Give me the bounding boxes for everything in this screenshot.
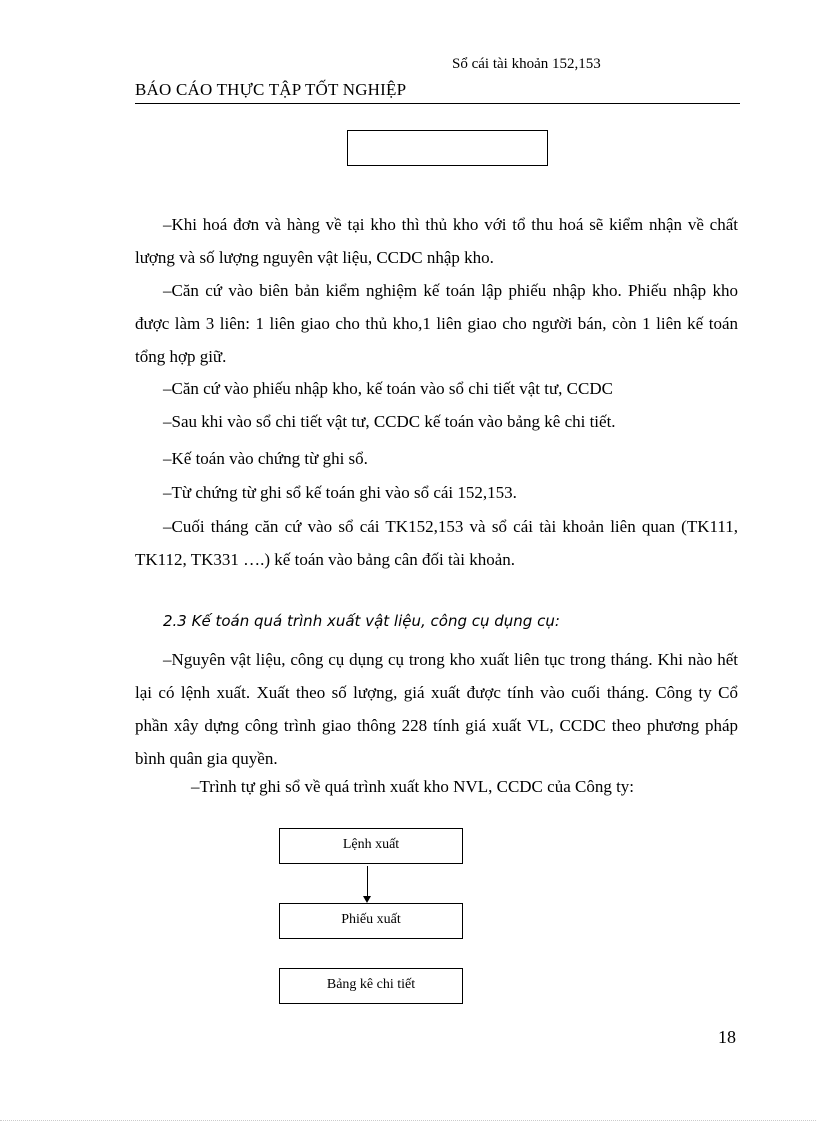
document-title: BÁO CÁO THỰC TẬP TỐT NGHIỆP: [135, 80, 407, 99]
paragraph-8: –Nguyên vật liệu, công cụ dụng cụ trong kho xuất liên tục trong tháng. Khi nào hết lại có lệnh xuất. Xuất theo số lượng, giá xuất được tính vào cuối tháng. Công ty Cổ phần xây dựng công trình giao thông 228 tính giá xuất VL, CCDC theo phương pháp bình quân gia quyền.: [135, 650, 738, 768]
paragraph-5: –Kế toán vào chứng từ ghi sổ.: [163, 449, 368, 468]
paragraph-3: –Căn cứ vào phiếu nhập kho, kế toán vào sổ chi tiết vật tư, CCDC: [163, 379, 613, 398]
paragraph-9: –Trình tự ghi sổ về quá trình xuất kho NVL, CCDC của Công ty:: [191, 777, 635, 796]
flow-box-lenh-xuat: Lệnh xuất: [279, 828, 463, 864]
header-rule: [135, 103, 740, 104]
flow-box-phieu-xuat: Phiếu xuất: [279, 903, 463, 939]
page-bottom-border: [0, 1120, 816, 1121]
section-heading: 2.3 Kế toán quá trình xuất vật liệu, công cụ dụng cụ:: [163, 612, 560, 630]
paragraph-2: –Căn cứ vào biên bản kiểm nghiệm kế toán lập phiếu nhập kho. Phiếu nhập kho được làm 3 liên: 1 liên giao cho thủ kho,1 liên giao cho người bán, còn 1 liên kế toán tổng hợp giữ.: [135, 281, 738, 366]
flow-arrow-head-icon: [363, 896, 371, 903]
empty-flow-box: [347, 130, 548, 166]
header-caption: Sổ cái tài khoản 152,153: [452, 56, 601, 72]
flow-box-bang-ke-chi-tiet: Bảng kê chi tiết: [279, 968, 463, 1004]
flow-arrow-line: [367, 866, 368, 898]
paragraph-6: –Từ chứng từ ghi sổ kế toán ghi vào sổ cái 152,153.: [163, 483, 517, 502]
paragraph-1: –Khi hoá đơn và hàng về tại kho thì thủ kho với tổ thu hoá sẽ kiểm nhận về chất lượng và số lượng nguyên vật liệu, CCDC nhập kho.: [135, 215, 738, 267]
paragraph-4: –Sau khi vào sổ chi tiết vật tư, CCDC kế toán vào bảng kê chi tiết.: [163, 412, 616, 431]
page-number: 18: [718, 1027, 736, 1047]
paragraph-7: –Cuối tháng căn cứ vào sổ cái TK152,153 và sổ cái tài khoản liên quan (TK111, TK112, TK331 ….) kế toán vào bảng cân đối tài khoản.: [135, 517, 738, 569]
